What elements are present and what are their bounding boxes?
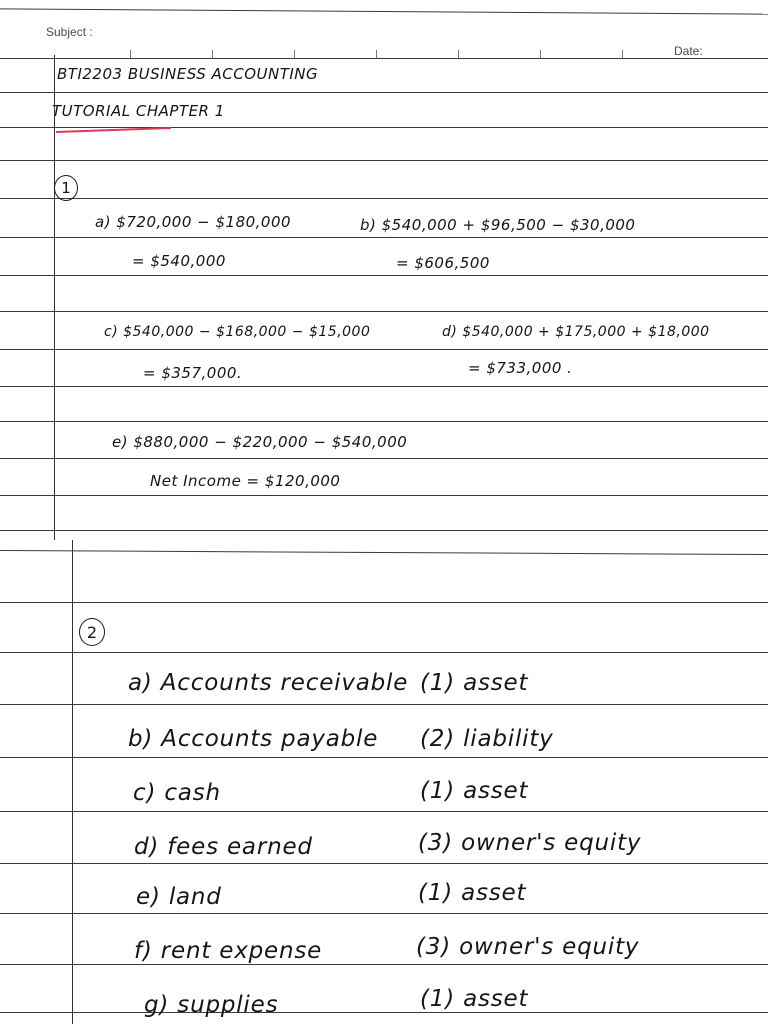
q2-b-item: b) Accounts payable (128, 726, 379, 752)
ruled-line (0, 757, 768, 758)
ruled-line (0, 458, 768, 459)
question-2-number: 2 (79, 618, 105, 646)
notebook-page-bottom (0, 540, 768, 1024)
ruled-line (0, 652, 768, 653)
q2-g-item: g) supplies (144, 992, 279, 1018)
q1-d-expression: d) $540,000 + $175,000 + $18,000 (442, 324, 710, 340)
q1-b-expression: b) $540,000 + $96,500 − $30,000 (360, 216, 636, 234)
ruled-line (0, 311, 768, 312)
ruled-line (0, 386, 768, 387)
q1-d-result: = $733,000 . (468, 359, 573, 377)
ruled-line (0, 913, 768, 914)
ruled-line (0, 198, 768, 199)
q2-f-classification: (3) owner's equity (416, 934, 640, 960)
course-title: BTI2203 BUSINESS ACCOUNTING (57, 65, 319, 83)
tick-mark (212, 50, 213, 58)
q2-c-classification: (1) asset (420, 778, 529, 804)
ruled-line (0, 237, 768, 238)
q2-c-item: c) cash (133, 780, 221, 806)
q1-b-result: = $606,500 (396, 254, 490, 272)
margin-line (54, 55, 55, 545)
tick-mark (540, 50, 541, 58)
ruled-line (0, 704, 768, 705)
q2-a-classification: (1) asset (420, 670, 529, 696)
ruled-line (0, 92, 768, 93)
q2-e-classification: (1) asset (418, 880, 527, 906)
q1-a-result: = $540,000 (132, 252, 226, 270)
q1-e-result: Net Income = $120,000 (150, 472, 341, 490)
ruled-line (0, 964, 768, 965)
tick-mark (376, 50, 377, 58)
q2-d-item: d) fees earned (134, 834, 313, 860)
page-edge-line (0, 8, 768, 14)
question-1-number: 1 (54, 175, 78, 201)
ruled-line (0, 349, 768, 350)
ruled-line (0, 602, 768, 603)
q2-e-item: e) land (136, 884, 222, 910)
ruled-line (0, 160, 768, 161)
date-label: Date: (674, 44, 703, 58)
tick-mark (622, 50, 623, 58)
ruled-line (0, 58, 768, 59)
q2-f-item: f) rent expense (134, 938, 323, 964)
margin-line (72, 540, 73, 1024)
q1-c-expression: c) $540,000 − $168,000 − $15,000 (104, 324, 371, 340)
q1-c-result: = $357,000. (143, 364, 243, 382)
tick-mark (294, 50, 295, 58)
ruled-line (0, 421, 768, 422)
q1-e-expression: e) $880,000 − $220,000 − $540,000 (112, 433, 408, 451)
ruled-line (0, 127, 768, 128)
ruled-line (0, 1012, 768, 1013)
ruled-line (0, 275, 768, 276)
q2-g-classification: (1) asset (420, 986, 529, 1012)
ruled-line (0, 495, 768, 496)
ruled-line (0, 863, 768, 864)
ruled-line (0, 550, 768, 555)
tick-mark (458, 50, 459, 58)
q1-a-expression: a) $720,000 − $180,000 (95, 213, 292, 231)
q2-d-classification: (3) owner's equity (418, 830, 642, 856)
q2-b-classification: (2) liability (420, 726, 554, 752)
tutorial-title: TUTORIAL CHAPTER 1 (52, 102, 225, 120)
ruled-line (0, 811, 768, 812)
ruled-line (0, 530, 768, 531)
tick-mark (130, 50, 131, 58)
q2-a-item: a) Accounts receivable (128, 670, 409, 696)
subject-label: Subject : (46, 25, 93, 39)
